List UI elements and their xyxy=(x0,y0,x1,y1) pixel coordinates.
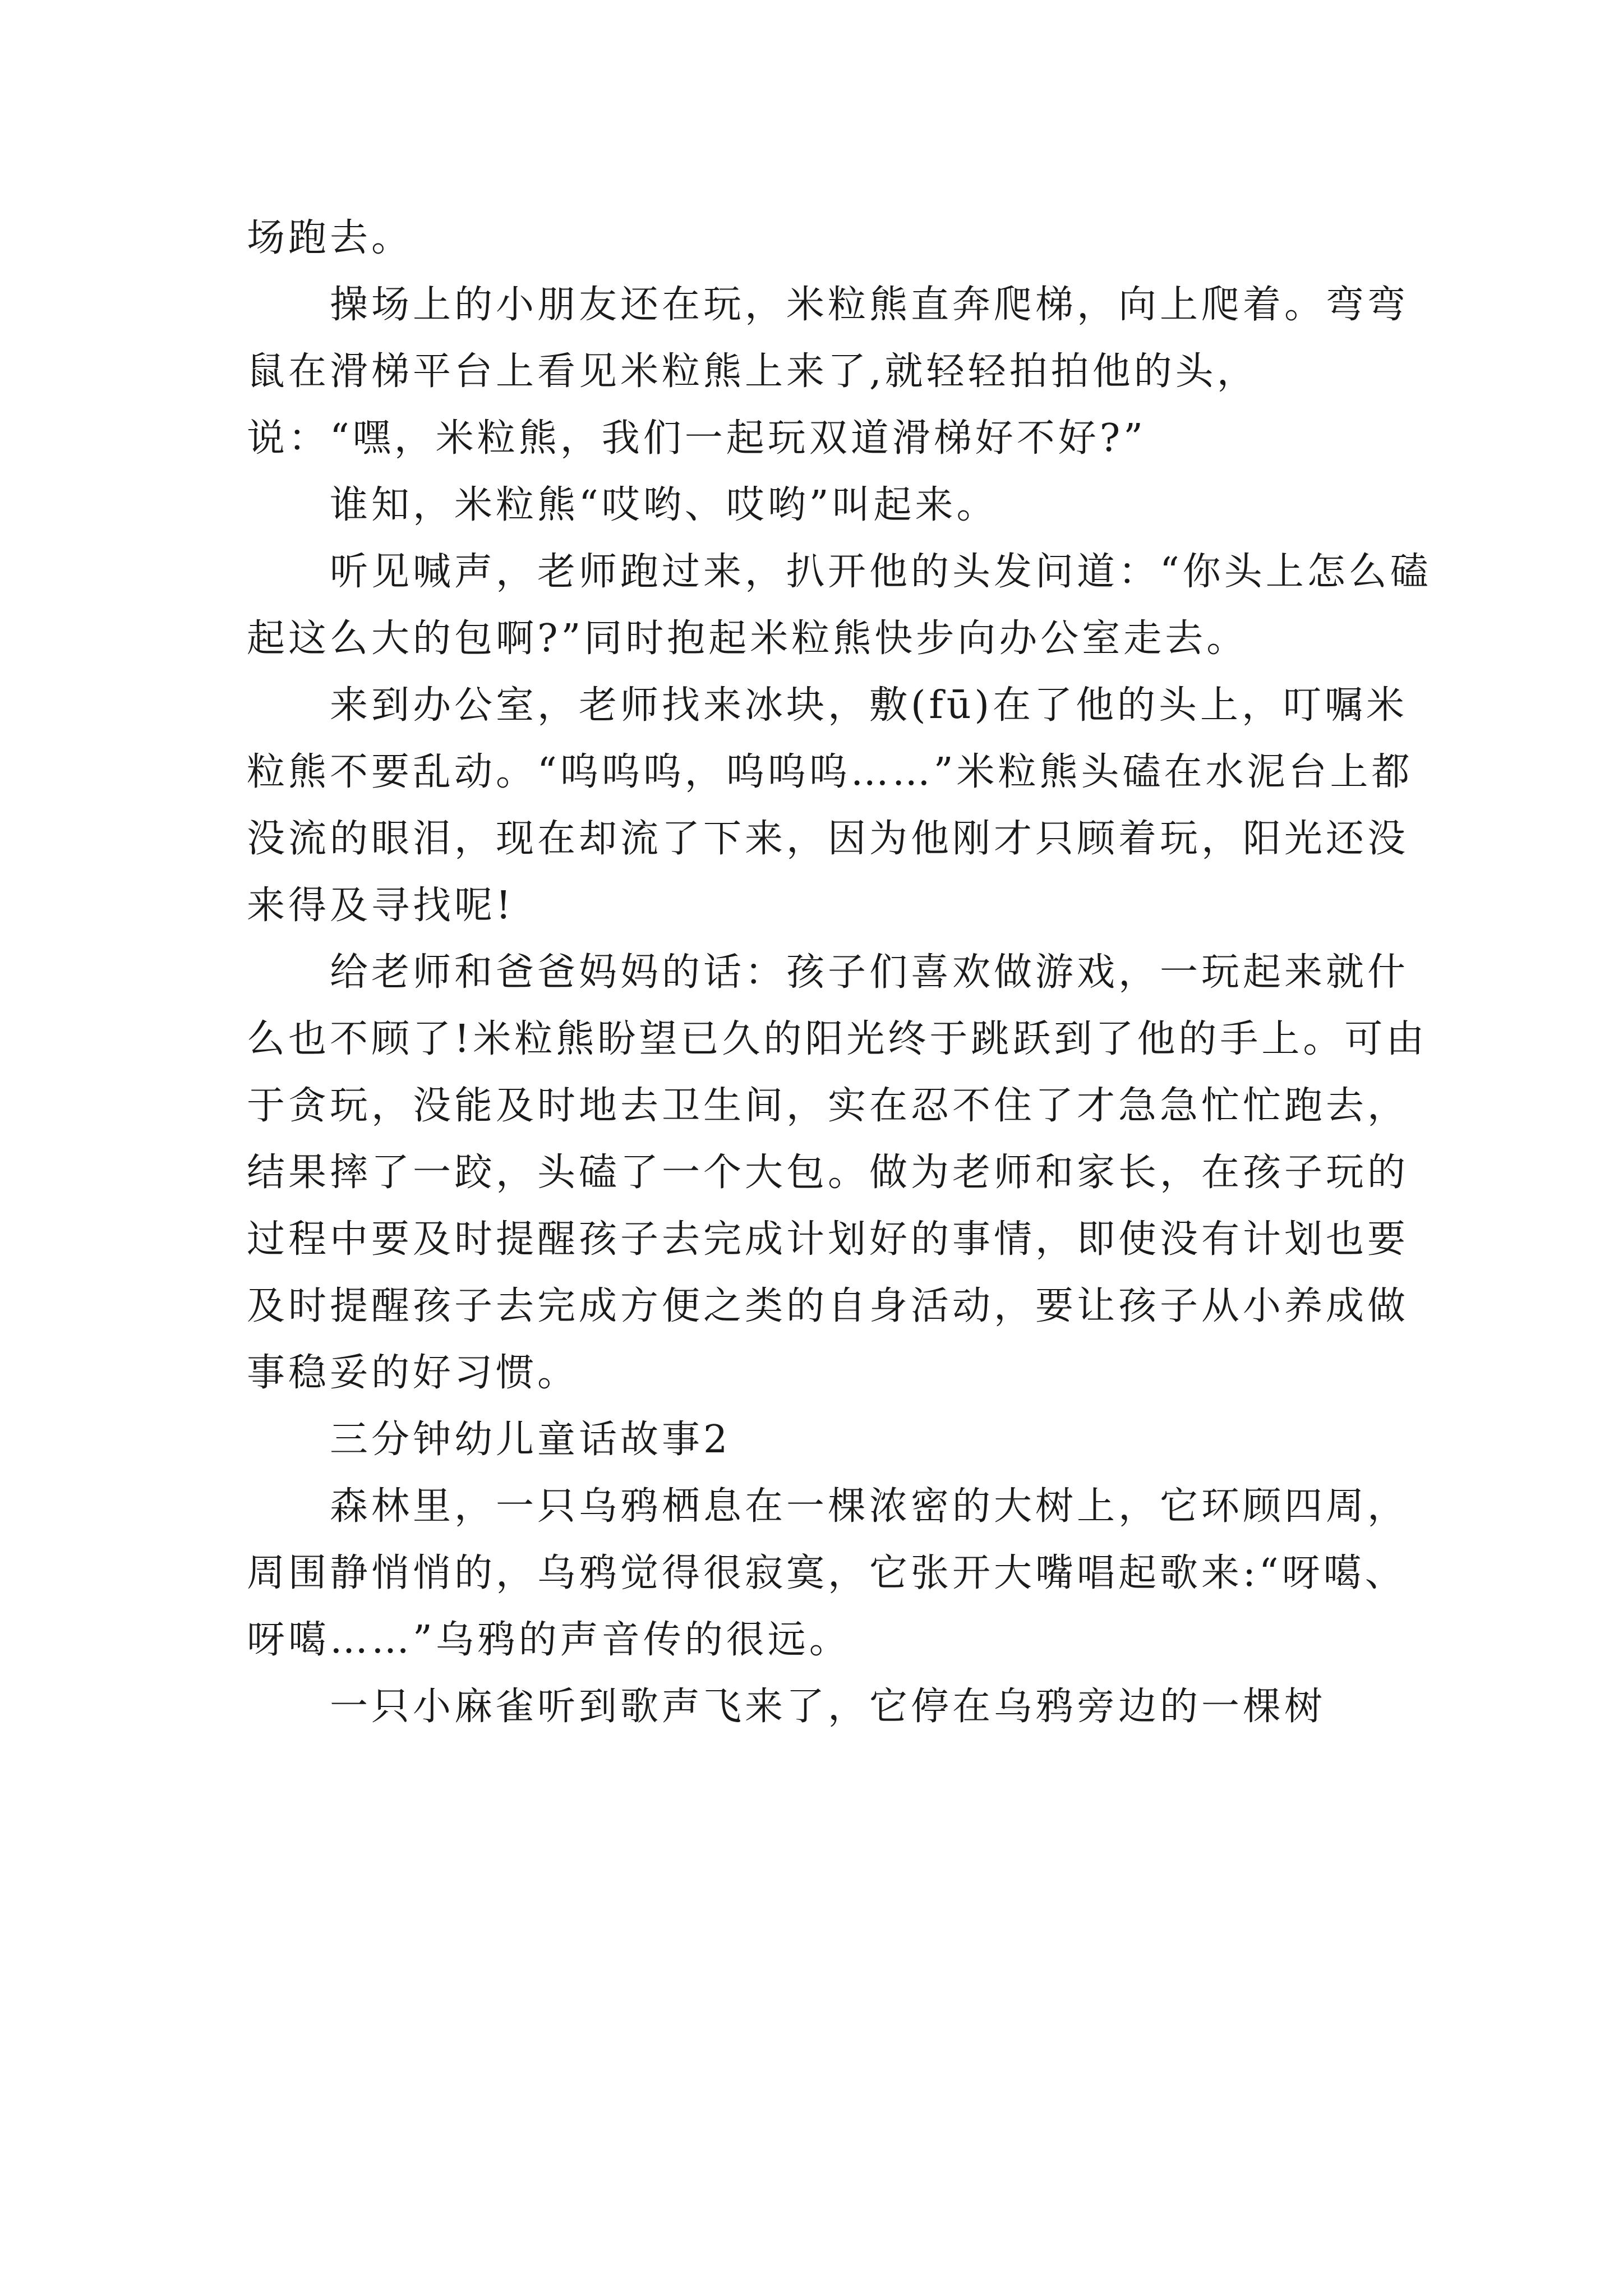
paragraph-8: 一只小麻雀听到歌声飞来了，它停在乌鸦旁边的一棵树 xyxy=(330,1685,1326,1729)
paragraph-6: 给老师和爸爸妈妈的话：孩子们喜欢做游戏，一玩起来就什么也不顾了!米粒熊盼望已久的阳光终于跳跃到了他的手上。可由于贪玩，没能及时地去卫生间，实在忍不住了才急急忙忙跑去，结果摔了一跤，头磕了一个大包。做为老师和家长，在孩子玩的过程中要及时提醒孩子去完成计划好的事情，即使没有计划也要及时提醒孩子去完成方便之类的自身活动，要让孩子从小养成做事稳妥的好习惯。 xyxy=(247,950,1428,1395)
paragraph-3: 谁知，米粒熊“哎哟、哎哟”叫起来。 xyxy=(330,483,998,527)
paragraph-1: 场跑去。 xyxy=(247,216,413,260)
document-body xyxy=(247,205,1436,1740)
paragraph-2: 操场上的小朋友还在玩，米粒熊直奔爬梯，向上爬着。弯弯鼠在滑梯平台上看见米粒熊上来了,就轻轻拍拍他的头，说：“嘿，米粒熊，我们一起玩双道滑梯好不好?” xyxy=(247,283,1409,461)
paragraph-5: 来到办公室，老师找来冰块，敷(fū)在了他的头上，叮嘱米粒熊不要乱动。“呜呜呜，呜呜呜……”米粒熊头磕在水泥台上都没流的眼泪，现在却流了下来，因为他刚才只顾着玩，阳光还没来得及寻找呢! xyxy=(247,683,1413,928)
paragraph-4: 听见喊声，老师跑过来，扒开他的头发问道：“你头上怎么磕起这么大的包啊?”同时抱起米粒熊快步向办公室走去。 xyxy=(247,550,1432,661)
section-heading: 三分钟幼儿童话故事2 xyxy=(330,1418,731,1462)
paragraph-7: 森林里，一只乌鸦栖息在一棵浓密的大树上，它环顾四周，周围静悄悄的，乌鸦觉得很寂寞，它张开大嘴唱起歌来:“呀噶、呀噶……”乌鸦的声音传的很远。 xyxy=(247,1484,1409,1662)
